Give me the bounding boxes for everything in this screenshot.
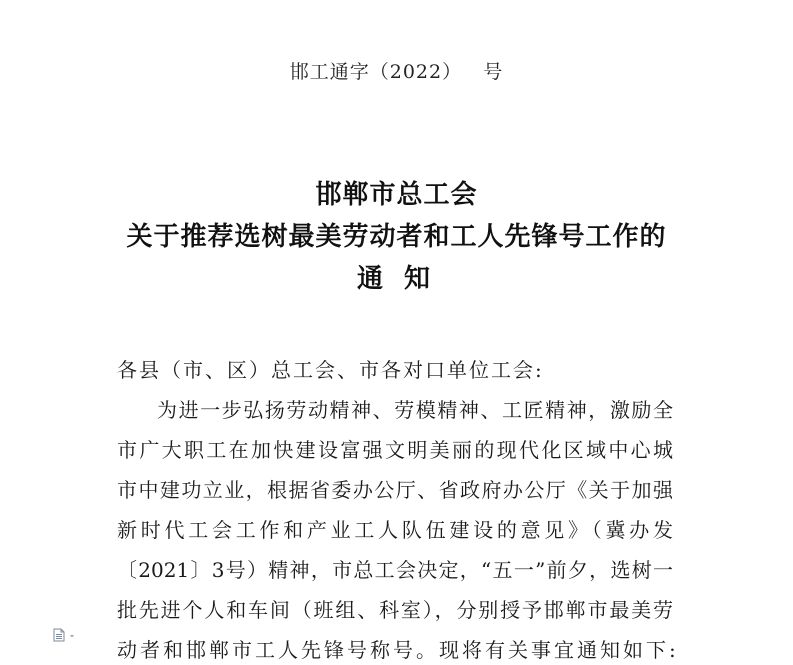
paragraph-line: 动者和邯郸市工人先锋号称号。现将有关事宜通知如下: [117,638,679,662]
title-line-3: 通 知 [356,264,437,294]
title-line-1: 邯郸市总工会 [315,180,478,210]
paragraph-line: 〔2021〕3号）精神，市总工会决定，“五一”前夕，选树一 [117,558,673,582]
paragraph-line: 为进一步弘扬劳动精神、劳模精神、工匠精神，激励全 [157,398,673,422]
document-icon[interactable] [52,627,80,641]
document-number: 邯工通字（2022） 号 [289,61,504,83]
document-icon-graphic [52,628,80,642]
paragraph-line: 市广大职工在加快建设富强文明美丽的现代化区域中心城 [117,438,673,462]
salutation: 各县（市、区）总工会、市各对口单位工会: [117,358,544,382]
title-line-2: 关于推荐选树最美劳动者和工人先锋号工作的 [126,222,667,252]
paragraph-line: 新时代工会工作和产业工人队伍建设的意见》（冀办发 [117,518,673,542]
paragraph-line: 批先进个人和车间（班组、科室），分别授予邯郸市最美劳 [117,598,673,622]
paragraph-line: 市中建功立业，根据省委办公厅、省政府办公厅《关于加强 [117,478,673,502]
